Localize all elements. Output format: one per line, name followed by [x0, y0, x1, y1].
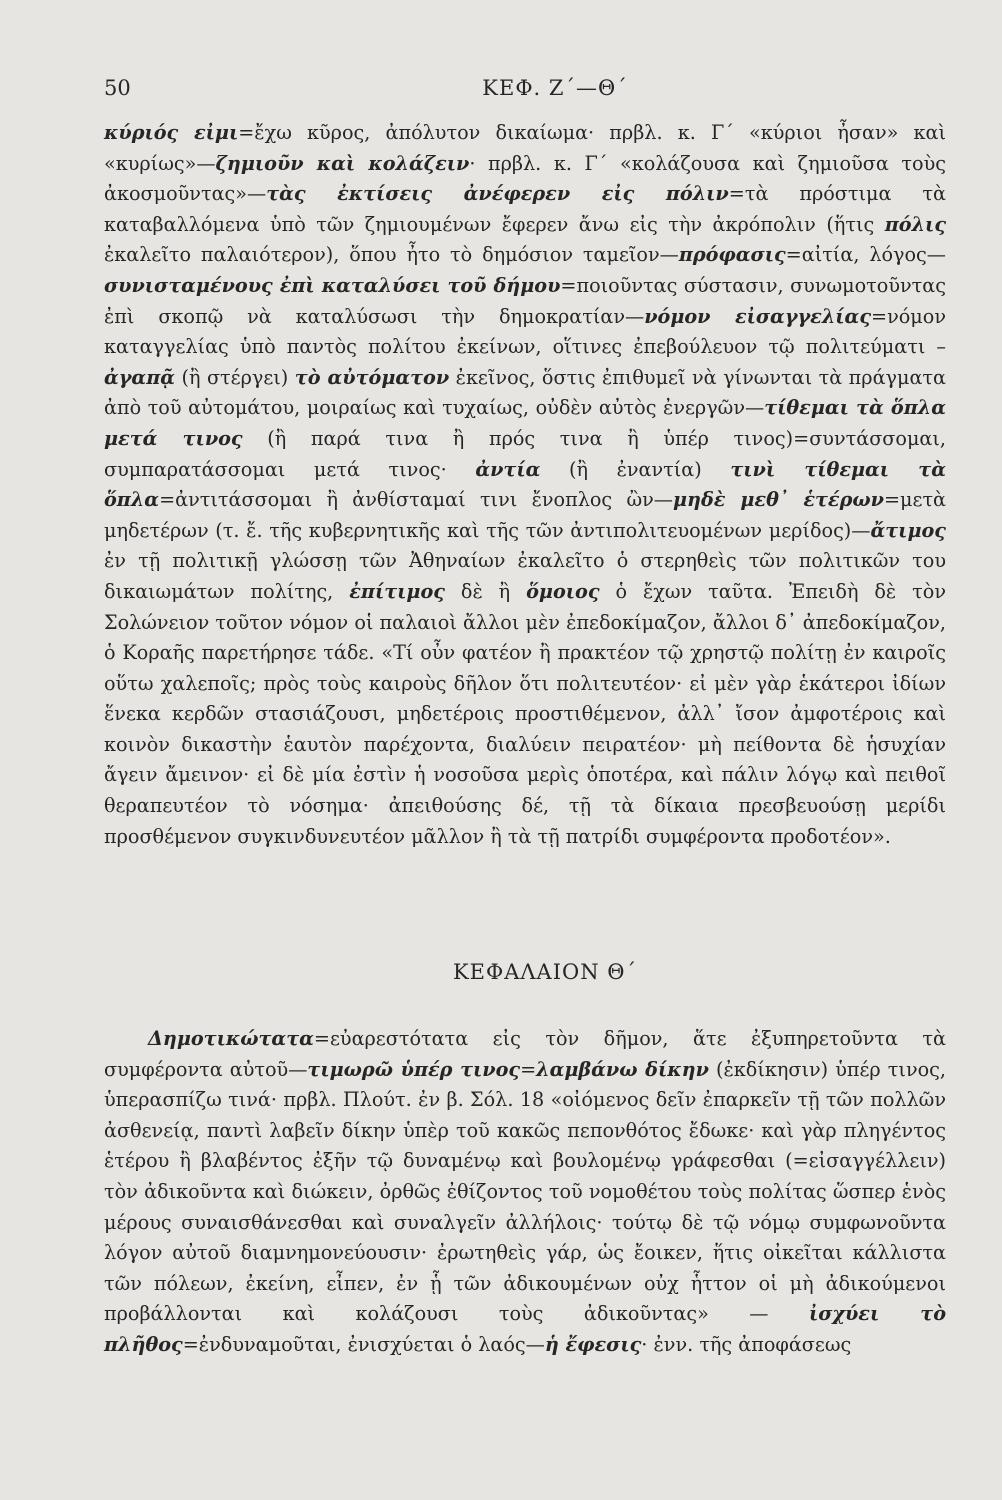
gloss-text: ἐκεῖνος, ὅστις ἐπιθυμεῖ νὰ γίνωνται τὰ πράγματα ἀπὸ τοῦ αὐτομάτου, μοιραίως καὶ τυχαίως, οὐδὲν αὐτὸς ἐνεργῶν—: [104, 365, 946, 420]
gloss-text: (ἐκδίκησιν) ὑπέρ τινος, ὑπερασπίζω τινά· πρβλ. Πλούτ. ἐν β. Σόλ. 18 «οἰόμενος δεῖν ἐπαρκεῖν τῇ τῶν πολλῶν ἀσθενείᾳ, παντὶ λαβεῖν δίκην ὑπὲρ τοῦ κακῶς πεπονθότος ἔδωκε· καὶ γὰρ πληγέντος ἑτέρου ἢ βλαβέντος ἐξῆν τῷ δυναμένῳ καὶ βουλομένῳ γράφεσθαι (=εἰσαγγέλλειν) τὸν ἀδικοῦντα καὶ διώκειν, ὀρθῶς ἐθίζοντος τοῦ νομοθέτου τοὺς πολίτας ὥσπερ ἑνὸς μέρους συναισθάνεσθαι καὶ συναλγεῖν ἀλλήλοις· τούτῳ δὲ τῷ νόμῳ συμφωνοῦντα λόγον αὐτοῦ διαμνημονεύουσιν· ἐρωτηθεὶς γάρ, ὡς ἔοικεν, ἥτις οἰκεῖται κάλλιστα τῶν πόλεων, ἐκείνη, εἶπεν, ἐν ᾗ τῶν ἀδικουμένων οὐχ ἧττον οἱ μὴ ἀδικούμενοι προβάλλονται καὶ κολάζουσι τοὺς ἀδικοῦντας» —: [104, 1057, 947, 1326]
lemma-term: ἀγαπᾷ: [104, 365, 176, 389]
gloss-text: ἐκαλεῖτο παλαιότερον), ὅπου ἦτο τὸ δημόσιον ταμεῖον—: [104, 243, 679, 267]
gloss-text: ἐν τῇ πολιτικῇ γλώσσῃ τῶν Ἀθηναίων ἐκαλεῖτο ὁ στερηθεὶς τῶν πολιτικῶν του δικαιωμάτων πολίτης,: [104, 549, 946, 603]
chapter-heading: ΚΕΦΑΛΑΙΟΝ Θ΄: [452, 960, 637, 984]
commentary-section-b: [104, 1024, 946, 1361]
lemma-term: τινὶ τίθεμαι τὰ ὅπλα: [104, 457, 946, 512]
gloss-text: =τὰ πρόστιμα τὰ καταβαλλόμενα ὑπὸ τῶν ζημιουμένων ἔφερεν ἄνω εἰς τὴν ἀκρόπολιν (ἥτις: [104, 182, 946, 236]
gloss-text: (ἢ στέργει): [175, 365, 295, 389]
gloss-text: · πρβλ. κ. Γ΄ «κολάζουσα καὶ ζημιοῦσα τοὺς ἀκοσμοῦντας»—: [104, 151, 946, 206]
lemma-term: πρόφασις: [678, 243, 786, 267]
lemma-term: μηδὲ μεθ᾽ ἑτέρων: [673, 488, 884, 512]
gloss-text: =νόμον καταγγελίας ὑπὸ παντὸς πολίτου ἐκείνων, οἵτινες ἐπεβούλευον τῷ πολιτεύματι –: [104, 304, 946, 359]
gloss-text: =εὐαρεστότατα εἰς τὸν δῆμον, ἅτε ἐξυπηρετοῦντα τὰ συμφέροντα αὐτοῦ—: [104, 1027, 946, 1081]
lemma-term: ἰσχύει τὸ πλῆθος: [104, 1302, 946, 1356]
lemma-term: ἡ ἔφεσις: [544, 1332, 642, 1356]
lemma-term: πόλις: [884, 212, 946, 236]
gloss-text: =ἀντιτάσσομαι ἢ ἀνθίσταμαί τινι ἔνοπλος ὢν—: [159, 488, 673, 512]
lemma-term: τίθεμαι τὰ ὅπλα μετά τινος: [104, 396, 946, 450]
lemma-term: ἄτιμος: [870, 518, 946, 542]
lemma-term: ζημιοῦν καὶ κολάζειν: [215, 151, 470, 175]
gloss-text: =ποιοῦντας σύστασιν, συνωμοτοῦντας ἐπὶ σκοπῷ νὰ καταλύσωσι τὴν δημοκρατίαν—: [104, 273, 946, 328]
gloss-text: · ἐνν. τῆς ἀποφάσεως: [641, 1332, 852, 1356]
gloss-text: =ἐνδυναμοῦται, ἐνισχύεται ὁ λαός—: [182, 1332, 545, 1356]
lemma-term: τιμωρῶ ὑπέρ τινος: [307, 1057, 521, 1081]
lemma-term: ἀντία: [475, 457, 541, 481]
lemma-term: συνισταμένους ἐπὶ καταλύσει τοῦ δήμου: [104, 273, 561, 297]
gloss-text: =μετὰ μηδετέρων (τ. ἔ. τῆς κυβερνητικῆς καὶ τῆς τῶν ἀντιπολιτευομένων μερίδος)—: [104, 488, 947, 542]
lemma-term: ἐπίτιμος: [349, 579, 445, 603]
gloss-text: δὲ ἢ: [444, 579, 527, 603]
lemma-term: ὅμοιος: [526, 579, 600, 603]
lemma-term: νόμον εἰσαγγελίας: [644, 304, 871, 328]
gloss-text: ὁ ἔχων ταῦτα. Ἐπειδὴ δὲ τὸν Σολώνειον τοῦτον νόμον οἱ παλαιοὶ ἄλλοι μὲν ἐπεδοκίμαζον, ἄλλοι δ᾽ ἀπεδοκίμαζον, ὁ Κοραῆς παρετήρησε τάδε. «Τί οὖν φατέον ἢ πρακτέον τῷ χρηστῷ πολίτῃ ἐν καιροῖς οὕτω χαλεποῖς; πρὸς τοὺς καιροὺς δῆλον ὅτι πολιτευτέον· εἰ μὲν γὰρ ἑκάτεροι ἰδίων ἕνεκα κερδῶν στασιάζουσι, μηδετέροις προστιθέμενον, ἀλλ᾽ ἴσον ἀμφοτέροις καὶ κοινὸν δικαστὴν ἑαυτὸν παρέχοντα, διαλύειν πειρατέον· μὴ πείθοντα δὲ ἡσυχίαν ἄγειν ἄμεινον· εἰ δὲ μία ἐστὶν ἡ νοσοῦσα μερὶς ὁποτέρα, καὶ πάλιν λόγῳ καὶ πειθοῖ θεραπευτέον τὸ νόσημα· ἀπειθούσης δέ, τῇ τὰ δίκαια πρεσβευούσῃ μερίδι προσθέμενον συγκινδυνευτέον μᾶλλον ἢ τὰ τῇ πατρίδι συμφέροντα προδοτέον».: [104, 579, 946, 848]
lemma-term: λαμβάνω δίκην: [536, 1057, 709, 1081]
commentary-paragraph: [104, 118, 946, 852]
commentary-paragraph: [104, 1024, 946, 1361]
running-head: ΚΕΦ. Ζ΄—Θ΄: [482, 76, 628, 100]
gloss-text: =: [520, 1057, 537, 1081]
lemma-term: Δημοτικώτατα: [148, 1027, 314, 1050]
page-number: 50: [104, 76, 131, 100]
gloss-text: =αἰτία, λόγος—: [785, 243, 946, 267]
lemma-term: κύριός εἰμι: [104, 121, 239, 144]
lemma-term: τὰς ἐκτίσεις ἀνέφερεν εἰς πόλιν: [266, 182, 729, 206]
gloss-text: (ἢ ἐναντία): [540, 457, 731, 481]
commentary-section-a: [104, 118, 946, 852]
gloss-text: =ἔχω κῦρος, ἀπόλυτον δικαίωμα· πρβλ. κ. Γ΄ «κύριοι ἦσαν» καὶ «κυρίως»—: [104, 121, 946, 175]
gloss-text: (ἢ παρά τινα ἢ πρός τινα ἢ ὑπέρ τινος)=συντάσσομαι, συμπαρατάσσομαι μετά τινος·: [104, 426, 946, 481]
page-header: [104, 76, 946, 116]
lemma-term: τὸ αὐτόματον: [294, 365, 450, 389]
